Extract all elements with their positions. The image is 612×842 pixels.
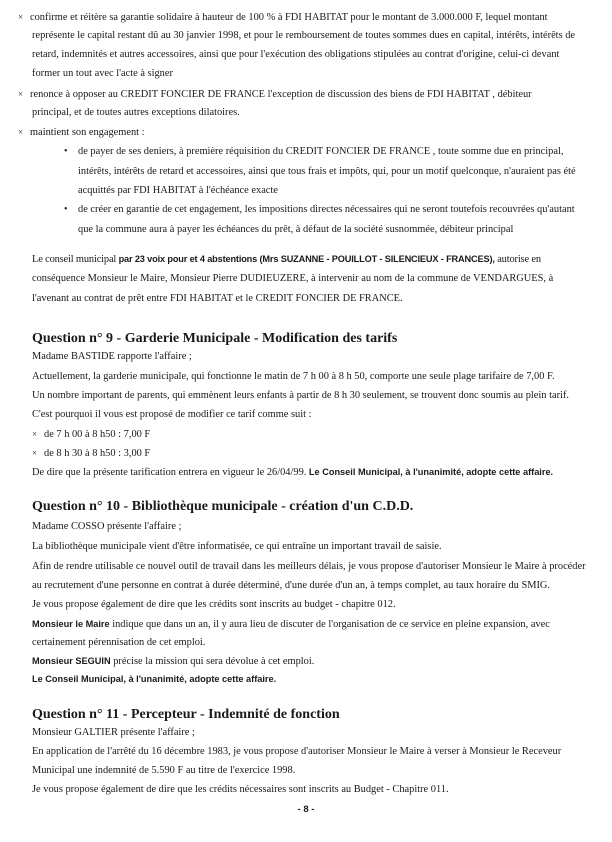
list-item (18, 123, 145, 143)
section-title-q11: Question n° 11 - Percepteur - Indemnité de fonction (32, 707, 340, 722)
text-line: Un nombre important de parents, qui emmènent leurs enfants à partir de 8 h 30 seulement, se trouvent donc soumis au plein tarif. (32, 390, 569, 401)
text-line: Actuellement, la garderie municipale, qui fonctionne le matin de 7 h 00 à 8 h 50, comporte une seule plage tarifaire de 7,00 F. (32, 371, 555, 382)
speaker-name: Monsieur SEGUIN (32, 656, 111, 666)
text-line: au recrutement d'une personne en contrat à durée déterminé, d'une durée d'un an, à temps complet, au taux horaire du SMIG. (32, 580, 551, 591)
text-line: de payer de ses deniers, à première réquisition du CREDIT FONCIER DE FRANCE , toute somme due en principal, (78, 146, 564, 157)
text-line: conséquence Monsieur le Maire, Monsieur Pierre DUDIEUZERE, à intervenir au nom de la commune de VENDARGUES, à (32, 273, 554, 284)
decision-text: Le Conseil Municipal, à l'unanimité, adopte cette affaire. (32, 674, 277, 684)
speaker-name: Monsieur le Maire (32, 619, 110, 629)
list-item (64, 143, 563, 162)
text-line: renonce à opposer au CREDIT FONCIER DE FRANCE l'exception de discussion des biens de FDI HABITAT , débiteur (30, 89, 532, 100)
text-line: Je vous propose également de dire que les crédits nécessaires sont inscrits au Budget - Chapitre 011. (32, 784, 449, 795)
text-line: En application de l'arrêté du 16 décembre 1983, je vous propose d'autoriser Monsieur le Maire à verser à Monsieur le Receveur (32, 746, 562, 757)
text-line: Madame BASTIDE rapporte l'affaire ; (32, 351, 192, 362)
text-line: De dire que la présente tarification entrera en vigueur le 26/04/99. (32, 467, 307, 478)
text-line: Je vous propose également de dire que les crédits sont inscrits au budget - chapitre 012. (32, 599, 396, 610)
text-line: indique que dans un an, il y aura lieu de discuter de l'organisation de ce service en pleine expansion, avec (109, 619, 550, 630)
decision-line (32, 463, 553, 483)
text-line: Municipal une indemnité de 5.590 F au titre de l'exercice 1998. (32, 765, 296, 776)
text-line: Afin de rendre utilisable ce nouvel outil de travail dans les meilleurs délais, je vous propose d'autoriser Monsieur le Maire à procéder (32, 561, 586, 572)
text-line: maintient son engagement : (30, 127, 145, 138)
dot-icon: • (64, 146, 68, 157)
bullet-icon: × (18, 127, 24, 137)
text-line: de 7 h 00 à 8 h50 : 7,00 F (44, 429, 151, 440)
section-title-q9: Question n° 9 - Garderie Municipale - Modification des tarifs (32, 331, 398, 346)
bullet-icon: × (32, 448, 38, 458)
text-line: l'avenant au contrat de prêt entre FDI HABITAT et le CREDIT FONCIER DE FRANCE. (32, 293, 403, 304)
text-line (32, 615, 550, 635)
text-line: Monsieur GALTIER présente l'affaire ; (32, 727, 195, 738)
text-line: principal, et de toutes autres exceptions dilatoires. (32, 107, 240, 118)
text-line (32, 652, 314, 672)
list-item (18, 8, 548, 28)
text-line: de 8 h 30 à 8 h50 : 3,00 F (44, 448, 151, 459)
text-line: retard, indemnités et autres accessoires, ainsi que pour l'exécution des obligations stipulées au contrat d'origine, celui-ci devant (32, 49, 560, 60)
text-line: certainement pérennisation de cet emploi. (32, 637, 206, 648)
text-line: acquittés par FDI HABITAT à l'échéance exacte (78, 185, 278, 196)
vote-result: par 23 voix pour et 4 abstentions (Mrs SUZANNE - POUILLOT - SILENCIEUX - FRANCES), (118, 254, 495, 264)
list-item (32, 444, 150, 464)
list-item (32, 425, 150, 445)
bullet-icon: × (18, 12, 24, 22)
text-line: autorise en (494, 254, 541, 265)
text-line: intérêts, intérêts de retard et accessoires, ainsi que tous frais et impôts, qui, pour un motif quelconque, n'auraient pas été (78, 166, 576, 177)
text-line: de créer en garantie de cet engagement, les impositions directes nécessaires qui ne seront toutefois recouvrées qu'autant (78, 204, 575, 215)
text-line: Le conseil municipal (32, 254, 119, 265)
bullet-icon: × (18, 89, 24, 99)
decision-text: Le Conseil Municipal, à l'unanimité, adopte cette affaire. (306, 467, 554, 477)
section-title-q10: Question n° 10 - Bibliothèque municipale - création d'un C.D.D. (32, 499, 414, 514)
text-line: La bibliothèque municipale vient d'être informatisée, ce qui entraîne un important travail de saisie. (32, 541, 442, 552)
page-number: - 8 - (297, 804, 315, 815)
text-line: former un tout avec l'acte à signer (32, 68, 173, 79)
vote-paragraph (32, 250, 541, 270)
bullet-icon: × (32, 429, 38, 439)
dot-icon: • (64, 204, 68, 215)
list-item (18, 85, 532, 105)
text-line: C'est pourquoi il vous est proposé de modifier ce tarif comme suit : (32, 409, 312, 420)
list-item (64, 201, 575, 220)
text-line: Madame COSSO présente l'affaire ; (32, 521, 182, 532)
text-line: précise la mission qui sera dévolue à cet emploi. (110, 656, 315, 667)
text-line: confirme et réitère sa garantie solidaire à hauteur de 100 % à FDI HABITAT pour le montant de 3.000.000 F, lequel montant (30, 12, 548, 23)
text-line: représente le capital restant dû au 30 janvier 1998, et pour le remboursement de toutes sommes dues en capital, intérêts, intérêts de (32, 30, 576, 41)
text-line: que la commune aura à payer les échéances du prêt, à défaut de la société susnommée, débiteur principal (78, 224, 514, 235)
